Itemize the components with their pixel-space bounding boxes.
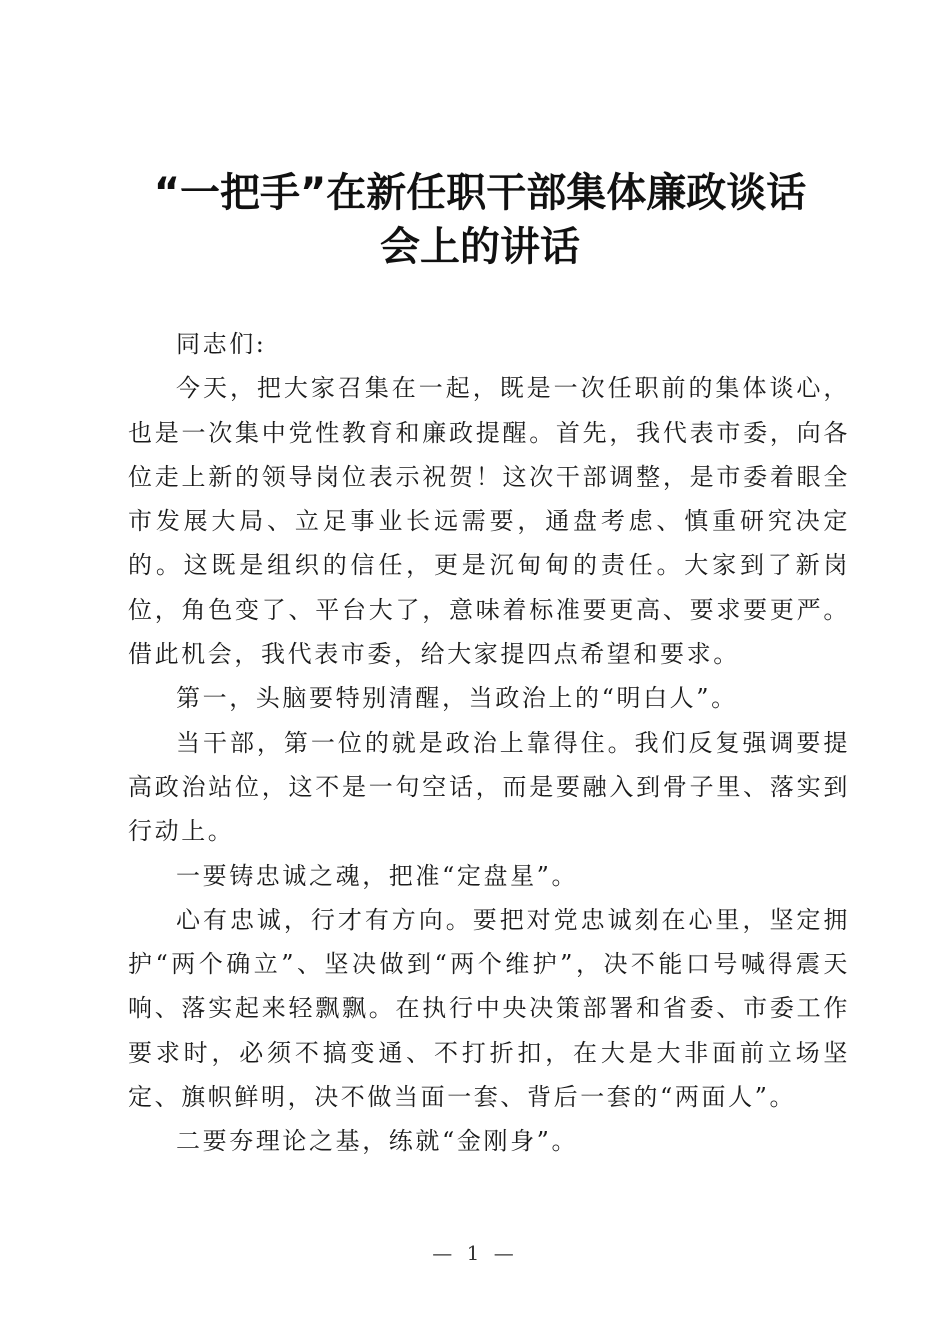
section-heading-1: 第一，头脑要特别清醒，当政治上的“明白人”。 (176, 684, 738, 713)
sub-heading-2: 二要夯理论之基，练就“金刚身”。 (176, 1127, 579, 1156)
document-title (110, 166, 850, 274)
paragraph: 当干部，第一位的就是政治上靠得住。我们反复强调要提高政治站位，这不是一句空话，而是要融入到骨子里、落实到行动上。 (128, 728, 850, 846)
title-line-1: “一把手”在新任职干部集体廉政谈话 (153, 170, 807, 216)
title-line-2: 会上的讲话 (380, 224, 580, 270)
document-body (128, 322, 850, 1164)
page-number: — 1 — (432, 1241, 518, 1265)
paragraph: 心有忠诚，行才有方向。要把对党忠诚刻在心里，坚定拥护“两个确立”、坚决做到“两个维护”，决不能口号喊得震天响、落实起来轻飘飘。在执行中央决策部署和省委、市委工作要求时，必须不搞变通、不打折扣，在大是大非面前立场坚定、旗帜鲜明，决不做当面一套、背后一套的“两面人”。 (128, 905, 850, 1112)
paragraph-opening: 今天，把大家召集在一起，既是一次任职前的集体谈心，也是一次集中党性教育和廉政提醒。首先，我代表市委，向各位走上新的领导岗位表示祝贺！这次干部调整，是市委着眼全市发展大局、立足事业长远需要，通盘考虑、慎重研究决定的。这既是组织的信任，更是沉甸甸的责任。大家到了新岗位，角色变了、平台大了，意味着标准要更高、要求要更严。借此机会，我代表市委，给大家提四点希望和要求。 (128, 374, 850, 669)
sub-heading-1: 一要铸忠诚之魂，把准“定盘星”。 (176, 861, 579, 890)
salutation: 同志们: (176, 330, 267, 358)
